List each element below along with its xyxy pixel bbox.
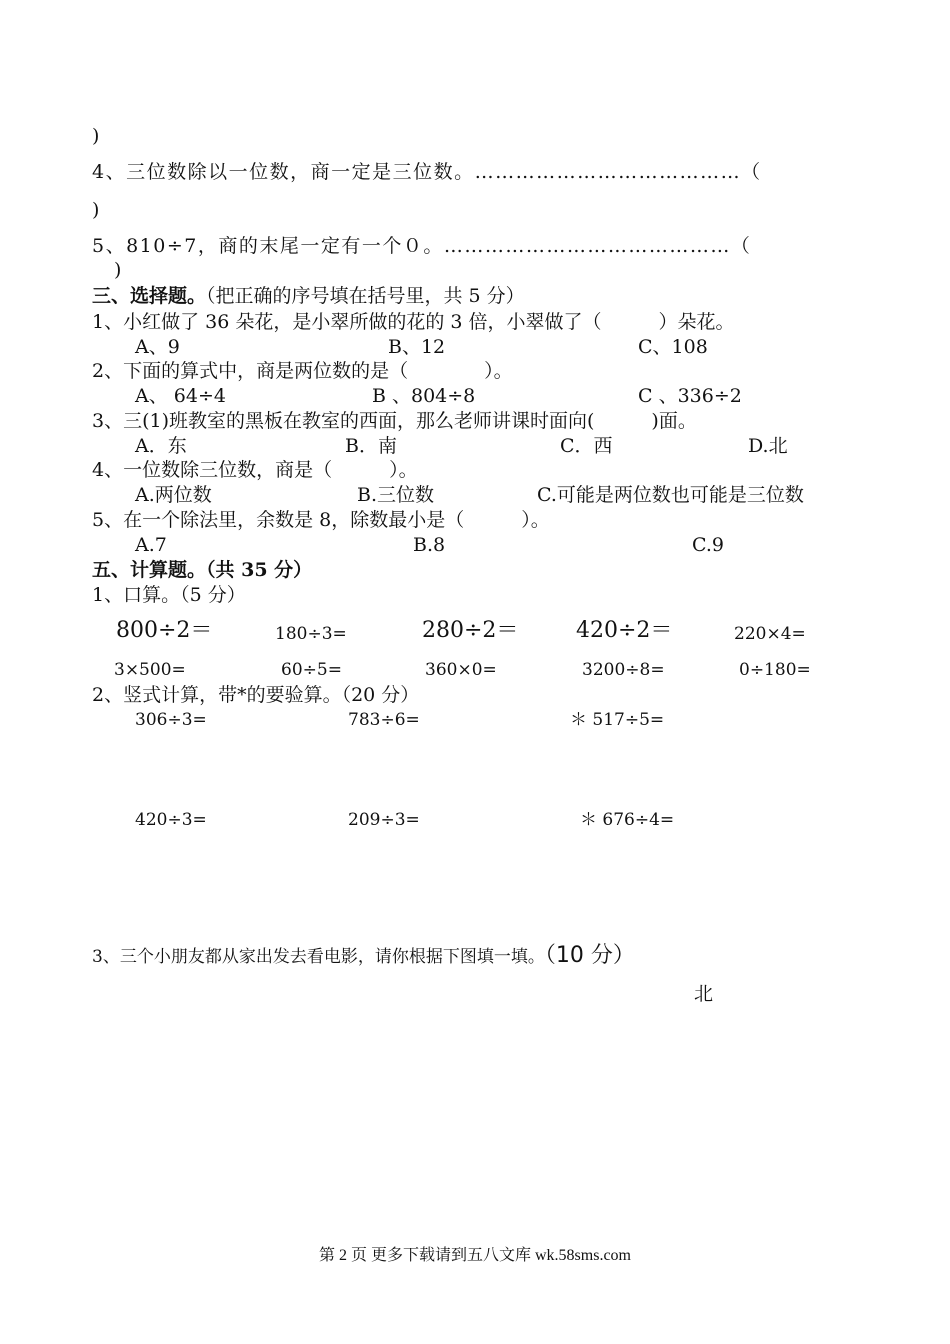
oral-item: 220×4= [734, 624, 806, 644]
choice-question-3: 3、三(1)班教室的黑板在教室的西面，那么老师讲课时面向( )面。 [92, 410, 697, 432]
oral-calc-title: 1、口算。（5 分） [92, 584, 246, 606]
vertical-item: 783÷6= [348, 710, 420, 730]
option-c: C、108 [638, 336, 708, 358]
tf-question-4: 4、三位数除以一位数，商一定是三位数。…………………………………（ [92, 161, 762, 183]
vertical-item: 306÷3= [135, 710, 207, 730]
section-choice-heading [92, 284, 525, 308]
option-a: A.两位数 [135, 484, 212, 506]
option-b: B.三位数 [357, 484, 435, 506]
q3-closing-paren: ) [92, 125, 100, 147]
map-question-text: 3、三个小朋友都从家出发去看电影，请你根据下图填一填。 [92, 947, 545, 967]
section-title: 三、选择题。 [92, 285, 207, 307]
north-label: 北 [694, 983, 714, 1005]
vertical-item: 209÷3= [348, 810, 420, 830]
q4-closing-paren: ) [92, 199, 100, 221]
option-c: C.可能是两位数也可能是三位数 [537, 484, 804, 506]
map-question-points: （10 分） [544, 943, 635, 968]
vertical-calc-title: 2、竖式计算，带*的要验算。（20 分） [92, 684, 420, 706]
oral-item: 180÷3= [275, 624, 347, 644]
oral-item: 60÷5= [281, 660, 342, 680]
section-note: （把正确的序号填在括号里，共 5 分） [206, 285, 525, 307]
option-a: A．东 [135, 435, 187, 457]
q5-closing-paren: ) [114, 259, 122, 281]
option-a: A、9 [135, 336, 180, 358]
option-b: B 、804÷8 [372, 385, 476, 407]
choice-question-2: 2、下面的算式中，商是两位数的是（ ）。 [92, 360, 513, 382]
vertical-item: 420÷3= [135, 810, 207, 830]
oral-item: 3200÷8= [582, 660, 665, 680]
option-c: C．西 [560, 435, 613, 457]
option-b: B．南 [345, 435, 397, 457]
map-question [92, 944, 635, 969]
oral-item: 280÷2＝ [422, 618, 519, 643]
oral-item: 800÷2＝ [116, 618, 213, 643]
option-b: B、12 [388, 336, 446, 358]
page-footer: 第 2 页 更多下载请到五八文库 wk.58sms.com [318, 1247, 631, 1264]
option-d: D.北 [748, 435, 788, 457]
section-calc-heading: 五、计算题。（共 35 分） [92, 559, 313, 581]
option-a: A.7 [135, 534, 167, 556]
option-c: C 、336÷2 [638, 385, 742, 407]
oral-item: 3×500= [114, 660, 186, 680]
vertical-item: ＊ 676÷4= [580, 810, 675, 830]
vertical-item: ＊ 517÷5= [570, 710, 665, 730]
oral-item: 420÷2＝ [576, 618, 673, 643]
choice-question-4: 4、一位数除三位数，商是（ ）。 [92, 459, 418, 481]
choice-question-5: 5、在一个除法里，余数是 8，除数最小是（ ）。 [92, 509, 550, 531]
option-c: C.9 [692, 534, 724, 556]
oral-item: 360×0= [425, 660, 497, 680]
choice-question-1: 1、小红做了 36 朵花，是小翠所做的花的 3 倍，小翠做了（ ）朵花。 [92, 311, 735, 333]
option-b: B.8 [413, 534, 446, 556]
oral-item: 0÷180= [739, 660, 811, 680]
tf-question-5: 5、810÷7，商的末尾一定有一个０。……………………………………（ [92, 235, 752, 257]
option-a: A、 64÷4 [135, 385, 226, 407]
